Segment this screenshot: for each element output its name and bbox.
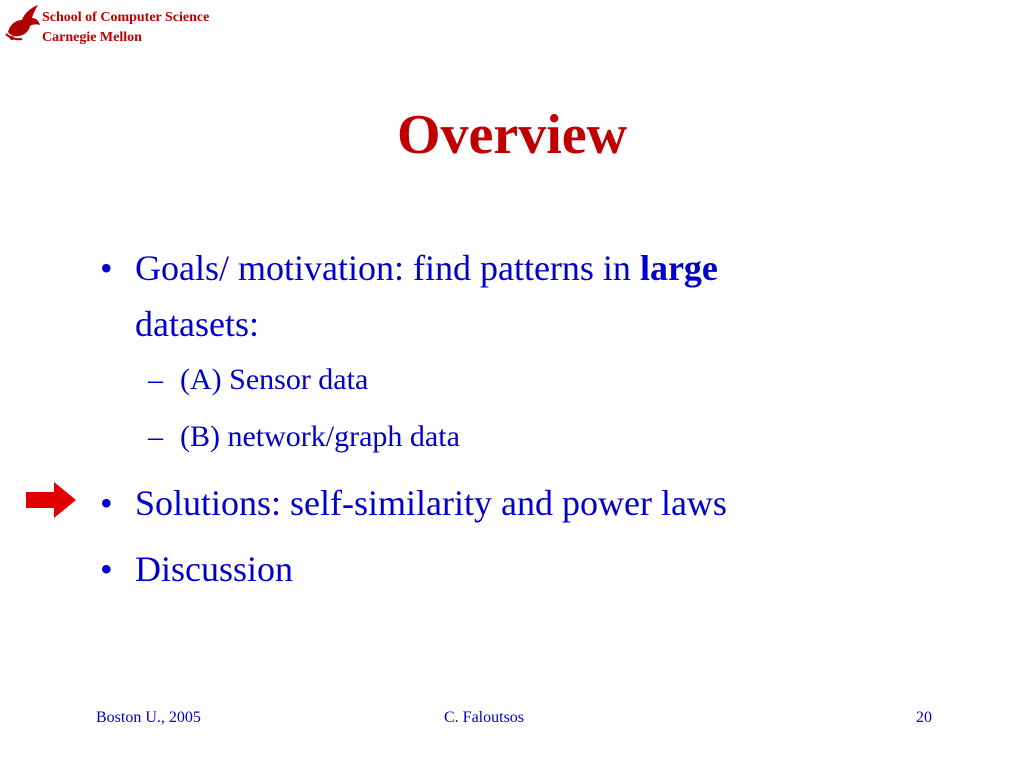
bullet-marker-2: •	[100, 483, 113, 523]
footer-page-number: 20	[916, 709, 932, 726]
footer-author: C. Faloutsos	[444, 709, 525, 726]
bullet-goals-text: Goals/ motivation: find patterns in	[135, 248, 640, 288]
institution-line-2: Carnegie Mellon	[42, 30, 142, 45]
footer-venue: Boston U., 2005	[96, 709, 201, 726]
slide-title: Overview	[396, 104, 628, 166]
institution-line-1: School of Computer Science	[42, 10, 210, 25]
bullet-discussion: Discussion	[135, 549, 294, 589]
bullet-goals-line2: datasets:	[135, 304, 259, 344]
sub-dash-1: –	[148, 363, 163, 396]
bullet-goals-emphasis: large	[639, 248, 718, 288]
subitem-network-graph-data: (B) network/graph data	[180, 420, 460, 453]
bullet-marker-3: •	[100, 549, 113, 589]
subitem-sensor-data: (A) Sensor data	[180, 363, 369, 396]
bullet-solutions: Solutions: self-similarity and power laws	[135, 483, 727, 523]
sub-dash-2: –	[148, 420, 163, 453]
bullet-goals	[135, 240, 895, 352]
red-right-arrow-icon	[24, 480, 78, 520]
bullet-marker-1: •	[100, 248, 113, 288]
